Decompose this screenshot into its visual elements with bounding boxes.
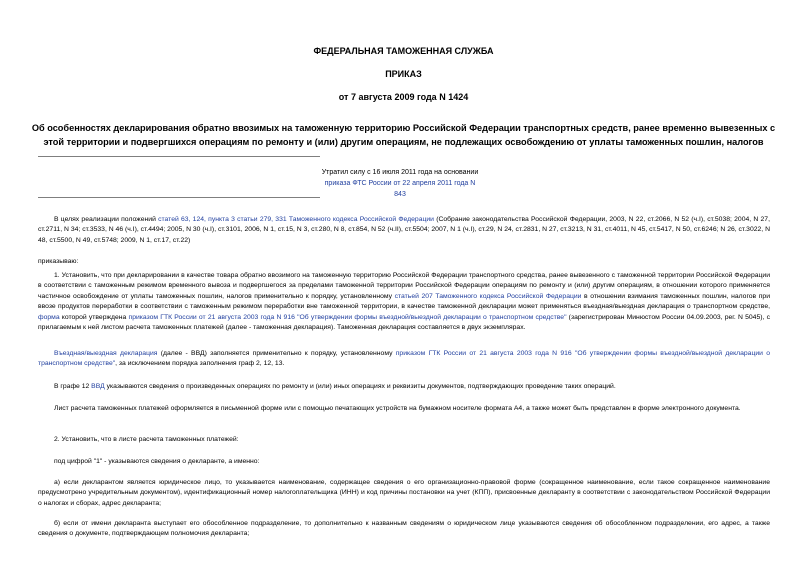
doc-type: ПРИКАЗ bbox=[385, 69, 422, 79]
lost-force-text: Утратил силу с 16 июля 2011 года на основании bbox=[321, 169, 479, 176]
paragraph-calc-sheet: Лист расчета таможенных платежей оформляется в письменной форме или с помощью печатающих устройств на бумажном носителе формата А4, а также может быть представлен в форме электронного документа. bbox=[54, 405, 741, 412]
agency-name: ФЕДЕРАЛЬНАЯ ТАМОЖЕННАЯ СЛУЖБА bbox=[313, 46, 494, 56]
paragraph-item-b: б) если от имени декларанта выступает его обособленное подразделение, то дополнительно к названным сведениям о юридическом лице указываются сведения об обособленном подразделении, его адрес, а также сведения о документе, подтверждающем полномочия декларанта; bbox=[38, 520, 770, 538]
lost-force-note bbox=[320, 167, 480, 200]
paragraph-order: приказываю: bbox=[38, 258, 79, 265]
customs-code-articles-link[interactable]: статей 63, 124, пункта 3 статьи 279, 331 Таможенного кодекса Российской Федерации bbox=[158, 216, 434, 223]
paragraph-intro: В целях реализации положений статей 63, 124, пункта 3 статьи 279, 331 Таможенного кодекса Российской Федерации (Собрание законодательства Российской Федерации, 2003, N 22, ст.2066, N 52 (ч.I), ст.5038; 2004, N 27, ст.2711, N 34; ст.3533, N 46 (ч.I), ст.4494; 2005, N 30 (ч.I), ст.3101, 2006, N 1, ст.15, N 3, ст.280, N 8, ст.854, N 52 (ч.II), ст.5504; 2007, N 1 (ч.I), ст.29, N 24, ст.2831, N 27, ст.3213, N 31, ст.4011, N 45, ст.5417, N 50, ст.6246; N 26, ст.3022, N 48, ст.5500, N 49, ст.5748; 2009, N 1, ст.17, ст.22) bbox=[38, 216, 770, 244]
paragraph-vvd: Въездная/выездная декларация (далее - ВВД) заполняется применительно к порядку, установленному приказом ГТК России от 21 августа 2003 года N 916 "Об утверждении формы въездной/выездной декларации о транспортном средстве", за исключением порядка заполнения граф 2, 12, 13. bbox=[38, 350, 770, 368]
vvd-link[interactable]: ВВД bbox=[91, 383, 105, 390]
doc-title bbox=[30, 121, 777, 149]
vvd-declaration-link[interactable]: Въездная/выездная декларация bbox=[54, 350, 158, 357]
order-916-link[interactable]: приказом ГТК России от 21 августа 2003 года N 916 "Об утверждении формы въездной/выездной декларации о транспортном средстве" bbox=[128, 313, 567, 321]
paragraph-1: 1. Установить, что при декларировании в качестве товара обратно ввозимого на таможенную территорию Российской Федерации транспортного средства, ранее вывезенного с таможенной территории Российской Федерации в соответствии с таможенным режимом временного вывоза и подвергшегося за пределами таможенной территории Российской Федерации операциям по ремонту и (или) другим операциям, в отношении которого применяется частичное освобождение от уплаты таможенных пошлин, налогов применительно к порядку, установленному статьей 207 Таможенного кодекса Российской Федерации в отношении взимания таможенных пошлин, налогов при ввозе продуктов переработки в соответствии с таможенным режимом переработки вне таможенной территории, в качестве таможенной декларации может применяться въездная/выездная декларация о транспортном средстве, форма которой утверждена приказом ГТК России от 21 августа 2003 года N 916 "Об утверждении формы въездной/выездной декларации о транспортном средстве" (зарегистрирован Минюстом России 04.09.2003, рег. N 5045), с прилагаемым к ней листом расчета таможенных платежей (далее - таможенная декларация). Таможенная декларация составляется в двух экземплярах. bbox=[38, 272, 770, 332]
order-916-link-2[interactable]: приказом ГТК России от 21 августа 2003 года N 916 "Об утверждении формы въездной/выездной декларации о транспортном средстве" bbox=[38, 350, 770, 368]
basis-order-link[interactable]: приказа ФТС России от 22 апреля 2011 года N 843 bbox=[324, 180, 476, 198]
separator-rule-2 bbox=[38, 197, 320, 198]
paragraph-digit-1: под цифрой "1" - указываются сведения о декларанте, а именно: bbox=[54, 458, 260, 465]
doc-title-line-2: этой территории и подвергшихся операциям по ремонту и (или) другим операциям, не подлежащих освобождению от уплаты таможенных пошлин, налогов bbox=[43, 137, 764, 147]
article-207-link[interactable]: статьей 207 Таможенного кодекса Российской Федерации bbox=[394, 292, 582, 300]
paragraph-item-a: а) если декларантом является юридическое лицо, то указывается наименование, содержащее сведения о его организационно-правовой форме (сокращенное наименование, если такое сокращенное наименование предусмотрено учредительным документом), идентификационный номер налогоплательщика (ИНН) и код причины постановки на учет (КПП), присвоенные декларанту в соответствии с законодательством Российской Федерации о налогах и сборах, адрес декларанта; bbox=[38, 479, 770, 507]
paragraph-2: 2. Установить, что в листе расчета таможенных платежей: bbox=[54, 436, 239, 443]
paragraph-column-12: В графе 12 ВВД указываются сведения о произведенных операциях по ремонту и (или) иных операциях и реквизиты документов, подтверждающих проведение таких операций. bbox=[54, 383, 616, 390]
separator-rule bbox=[38, 156, 320, 157]
form-link[interactable]: форма bbox=[38, 313, 60, 321]
doc-date-number: от 7 августа 2009 года N 1424 bbox=[338, 92, 469, 102]
doc-title-line-1: Об особенностях декларирования обратно ввозимых на таможенную территорию Российской Федерации транспортных средств, ранее временно вывезенных с bbox=[31, 123, 776, 133]
